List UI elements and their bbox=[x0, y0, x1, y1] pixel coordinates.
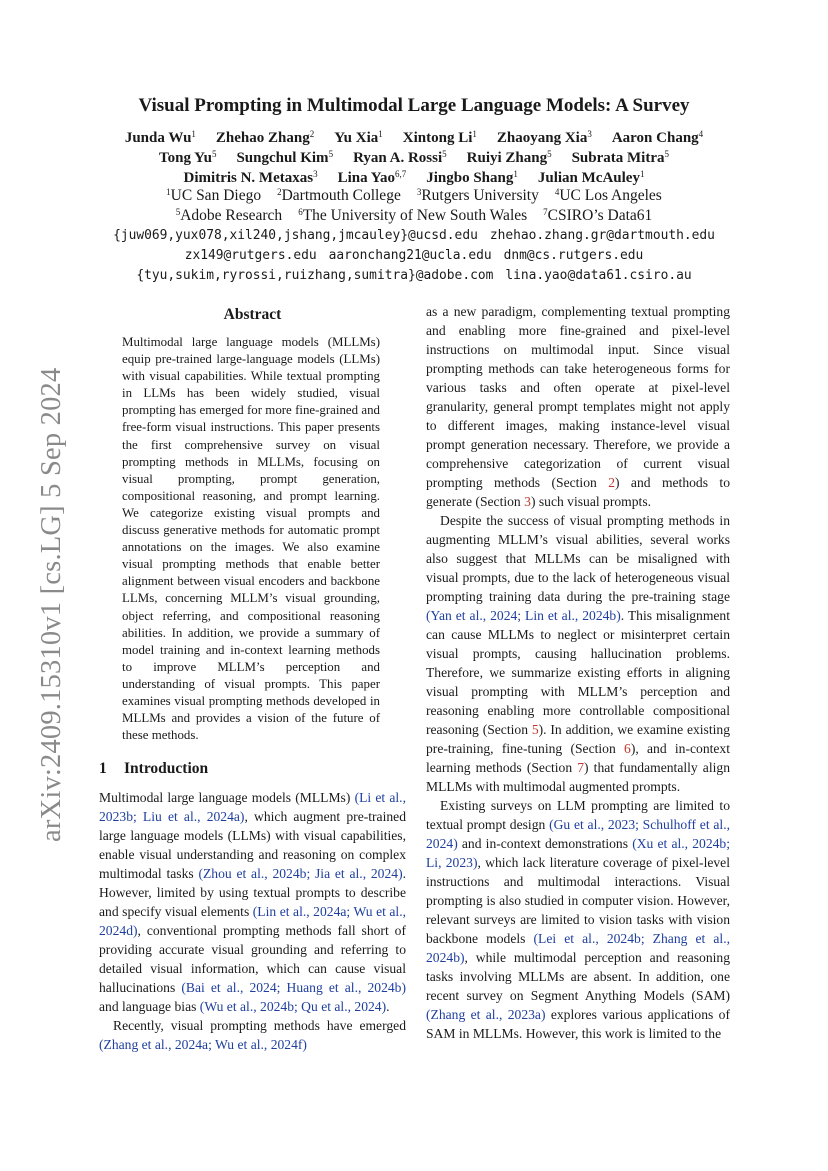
text-run: ) and methods to generate (Section bbox=[426, 475, 730, 509]
author-name bbox=[572, 148, 669, 168]
text-run: as a new paradigm, complementing textual prompting and enabling more fine-grained and pixel-level instructions on multimodal input. Since visual prompting methods can take heterogeneous forms for various tasks and often operate at pixel-level granularity, general prompt templates might not apply to different images, making instance-level visual prompt generation necessary. Therefore, we provide a comprehensive categorization of current visual prompting methods (Section bbox=[426, 304, 730, 490]
text-run: ) such visual prompts. bbox=[530, 494, 652, 509]
citation: (Bai et al., 2024; Huang et al., 2024b) bbox=[181, 980, 406, 996]
author-name bbox=[403, 128, 477, 148]
email-address: {juw069,yux078,xil240,jshang,jmcauley}@ucsd.edu bbox=[113, 228, 478, 243]
section-reference: 6 bbox=[624, 741, 631, 756]
text-run: ) that fundamentally align MLLMs with multimodal augmented prompts. bbox=[426, 760, 730, 794]
citation: (Xu et al., 2024b; Li, 2023) bbox=[426, 836, 730, 870]
affiliation-name: Adobe Research bbox=[180, 207, 283, 224]
author-name-text: Yu Xia bbox=[334, 130, 379, 146]
author-name bbox=[125, 128, 196, 148]
author-name bbox=[338, 168, 407, 188]
affiliation-name: The University of New South Wales bbox=[302, 207, 528, 224]
author-name-text: Ruiyi Zhang bbox=[466, 150, 548, 166]
citation: (Yan et al., 2024; Lin et al., 2024b) bbox=[426, 608, 621, 623]
author-name-text: Subrata Mitra bbox=[571, 150, 665, 166]
text-run: and language bias bbox=[99, 999, 200, 1015]
affiliation-mark: 1 bbox=[166, 187, 171, 197]
text-run: . However, limited by using textual prompts to describe and specify visual elements bbox=[99, 866, 407, 920]
author-affiliation-mark: 1 bbox=[472, 129, 477, 139]
author-name-text: Tong Yu bbox=[158, 150, 212, 166]
author-name-text: Xintong Li bbox=[402, 130, 473, 146]
email-address: lina.yao@data61.csiro.au bbox=[505, 268, 692, 283]
section-title: Introduction bbox=[124, 760, 209, 778]
citation: (Gu et al., 2023; Schulhoff et al., 2024) bbox=[426, 817, 730, 851]
citation: (Wu et al., 2024b; Qu et al., 2024) bbox=[199, 999, 387, 1015]
affiliation bbox=[166, 186, 261, 206]
author-name bbox=[426, 168, 518, 188]
author-row bbox=[80, 128, 748, 148]
section-reference: 5 bbox=[531, 722, 539, 737]
citation: (Lin et al., 2024a; Wu et al., 2024d) bbox=[99, 904, 407, 939]
author-name-text: Zhehao Zhang bbox=[215, 130, 310, 146]
author-name bbox=[353, 148, 447, 168]
author-name bbox=[497, 128, 592, 148]
author-name-text: Zhaoyang Xia bbox=[496, 130, 588, 146]
email-address: {tyu,sukim,ryrossi,ruizhang,sumitra}@adobe.com bbox=[136, 268, 494, 283]
text-run: , conventional prompting methods fall short of providing accurate visual grounding and referring to detailed visual information, which can cause visual hallucinations bbox=[99, 923, 406, 996]
affiliation-mark: 7 bbox=[543, 207, 548, 217]
author-affiliation-mark: 3 bbox=[587, 129, 592, 139]
author-name-text: Ryan A. Rossi bbox=[353, 150, 443, 166]
affiliation-mark: 3 bbox=[416, 187, 422, 197]
affiliation-list bbox=[80, 186, 748, 226]
paper-title: Visual Prompting in Multimodal Large Language Models: A Survey bbox=[138, 95, 690, 116]
author-affiliation-mark: 6,7 bbox=[394, 169, 407, 179]
author-name-text: Jingbo Shang bbox=[426, 170, 514, 186]
author-affiliation-mark: 5 bbox=[547, 149, 552, 159]
author-row bbox=[80, 168, 748, 188]
author-name-text: Junda Wu bbox=[124, 130, 192, 146]
text-run: ), and in-context learning methods (Section bbox=[426, 741, 730, 775]
intro-paragraph-2 bbox=[99, 1016, 406, 1054]
abstract-heading: Abstract bbox=[223, 306, 282, 323]
section-reference: 3 bbox=[524, 494, 531, 509]
author-affiliation-mark: 1 bbox=[378, 129, 383, 139]
author-affiliation-mark: 1 bbox=[639, 169, 645, 179]
author-list bbox=[80, 128, 748, 188]
email-address: dnm@cs.rutgers.edu bbox=[503, 248, 644, 263]
author-affiliation-mark: 1 bbox=[513, 169, 518, 179]
text-run: and in-context demonstrations bbox=[457, 836, 633, 851]
intro-paragraph-1 bbox=[99, 788, 406, 1016]
text-run: Recently, visual prompting methods have emerged bbox=[113, 1018, 406, 1034]
text-run: Existing surveys on LLM prompting are limited to textual prompt design bbox=[426, 798, 730, 832]
citation: (Zhang et al., 2024a; Wu et al., 2024f) bbox=[99, 1037, 307, 1053]
author-affiliation-mark: 1 bbox=[191, 129, 196, 139]
citation: (Li et al., 2023b; Liu et al., 2024a) bbox=[99, 790, 406, 825]
affiliation bbox=[298, 206, 527, 226]
author-name bbox=[538, 168, 645, 188]
section-number: 1 bbox=[99, 760, 107, 778]
section-reference: 7 bbox=[577, 760, 585, 775]
affiliation-name: Dartmouth College bbox=[281, 187, 401, 204]
email-list bbox=[60, 226, 768, 286]
author-affiliation-mark: 5 bbox=[442, 149, 447, 159]
author-name-text: Lina Yao bbox=[337, 170, 395, 186]
affiliation bbox=[555, 186, 662, 206]
affiliation-name: Rutgers University bbox=[421, 187, 539, 204]
author-name bbox=[184, 168, 318, 188]
email-address: zhehao.zhang.gr@dartmouth.edu bbox=[489, 228, 715, 243]
author-name bbox=[334, 128, 383, 148]
citation: (Zhang et al., 2023a) bbox=[426, 1007, 546, 1022]
author-name bbox=[467, 148, 552, 168]
affiliation bbox=[277, 186, 401, 206]
text-run: ). In addition, we examine existing pre-training, fine-tuning (Section bbox=[426, 722, 730, 756]
section-heading-introduction bbox=[99, 756, 406, 782]
affiliation-mark: 2 bbox=[277, 187, 282, 197]
affiliation bbox=[543, 206, 652, 226]
abstract-text: Multimodal large language models (MLLMs) equip pre-trained large-language models (LLMs) with visual capabilities. While textual prompting in LLMs has been widely studied, visual prompting has emerged for more fine-grained and free-form visual instructions. This paper presents the first comprehensive survey on visual prompting methods in MLLMs, focusing on visual prompting, prompt generation, compositional reasoning, and prompt learning. We categorize existing visual prompts and discuss generative methods for automatic prompt annotations on the images. We also examine visual prompting methods that enable better alignment between visual encoders and backbone LLMs, concerning MLLM’s visual grounding, object referring, and compositional reasoning abilities. In addition, we provide a summary of model training and in-context learning methods to improve MLLM’s perception and understanding of visual prompts. This paper examines visual prompting methods developed in MLLMs and provides a vision of the future of these methods. bbox=[122, 335, 380, 743]
author-affiliation-mark: 2 bbox=[309, 129, 315, 139]
citation: (Zhou et al., 2024b; Jia et al., 2024) bbox=[198, 866, 403, 882]
author-name bbox=[236, 148, 333, 168]
author-affiliation-mark: 5 bbox=[211, 149, 217, 159]
email-address: aaronchang21@ucla.edu bbox=[328, 248, 492, 263]
affiliation-name: UC Los Angeles bbox=[559, 187, 662, 204]
author-name-text: Julian McAuley bbox=[537, 170, 640, 186]
author-affiliation-mark: 4 bbox=[698, 129, 704, 139]
right-column bbox=[426, 302, 730, 1043]
email-row bbox=[60, 246, 768, 266]
intro-paragraph-4 bbox=[426, 796, 730, 1043]
affiliation-name: CSIRO’s Data61 bbox=[547, 207, 653, 224]
affiliation bbox=[417, 186, 539, 206]
text-run: explores various applications of SAM in MLLMs. However, this work is limited to the bbox=[426, 1007, 730, 1041]
affiliation-row bbox=[80, 206, 748, 226]
intro-paragraph-3 bbox=[426, 511, 730, 796]
text-run: , while multimodal perception and reasoning tasks involving MLLMs are absent. In addition, one recent survey on Segment Anything Models (SAM) bbox=[426, 950, 730, 1003]
author-affiliation-mark: 5 bbox=[664, 149, 670, 159]
author-name bbox=[159, 148, 216, 168]
text-run: , which lack literature coverage of pixel-level instructions and multimodal interactions. Visual prompting is also studied in computer vision. However, relevant surveys are limited to vision tasks with vision backbone models bbox=[426, 855, 730, 946]
arxiv-identifier-stamp: arXiv:2409.15310v1 [cs.LG] 5 Sep 2024 bbox=[36, 367, 67, 842]
email-row bbox=[60, 226, 768, 246]
citation: (Lei et al., 2024b; Zhang et al., 2024b) bbox=[426, 931, 730, 965]
affiliation bbox=[176, 206, 283, 226]
section-reference: 2 bbox=[608, 475, 615, 490]
author-name bbox=[612, 128, 703, 148]
author-row bbox=[80, 148, 748, 168]
author-name-text: Aaron Chang bbox=[611, 130, 699, 146]
author-name bbox=[216, 128, 314, 148]
text-run: Multimodal large language models (MLLMs) bbox=[99, 790, 355, 806]
email-row bbox=[60, 266, 768, 286]
affiliation-row bbox=[80, 186, 748, 206]
text-run: . This misalignment can cause MLLMs to neglect or misinterpret certain visual prompts, causing hallucination problems. Therefore, we summarize existing efforts in aligning visual prompting with MLLM’s perception and reasoning enabling more controllable compositional reasoning (Section bbox=[426, 608, 730, 737]
author-affiliation-mark: 3 bbox=[313, 169, 318, 179]
text-run: Despite the success of visual prompting methods in augmenting MLLM’s visual abilities, several works also suggest that MLLMs can be misaligned with visual prompts, due to the lack of heterogeneous visual prompting training data during the pre-training stage bbox=[426, 513, 730, 604]
email-address: zx149@rutgers.edu bbox=[184, 248, 317, 263]
affiliation-mark: 4 bbox=[554, 187, 560, 197]
text-run: , which augment pre-trained large language models (LLMs) with visual capabilities, enable visual understanding and reasoning on complex multimodal tasks bbox=[99, 809, 406, 882]
author-affiliation-mark: 5 bbox=[328, 149, 334, 159]
affiliation-mark: 5 bbox=[175, 207, 181, 217]
intro-paragraph-2-continued bbox=[426, 302, 730, 511]
affiliation-name: UC San Diego bbox=[170, 187, 262, 204]
affiliation-mark: 6 bbox=[298, 207, 303, 217]
text-run: . bbox=[386, 999, 390, 1015]
author-name-text: Sungchul Kim bbox=[236, 150, 329, 166]
author-name-text: Dimitris N. Metaxas bbox=[183, 170, 314, 186]
left-column bbox=[99, 306, 406, 1054]
